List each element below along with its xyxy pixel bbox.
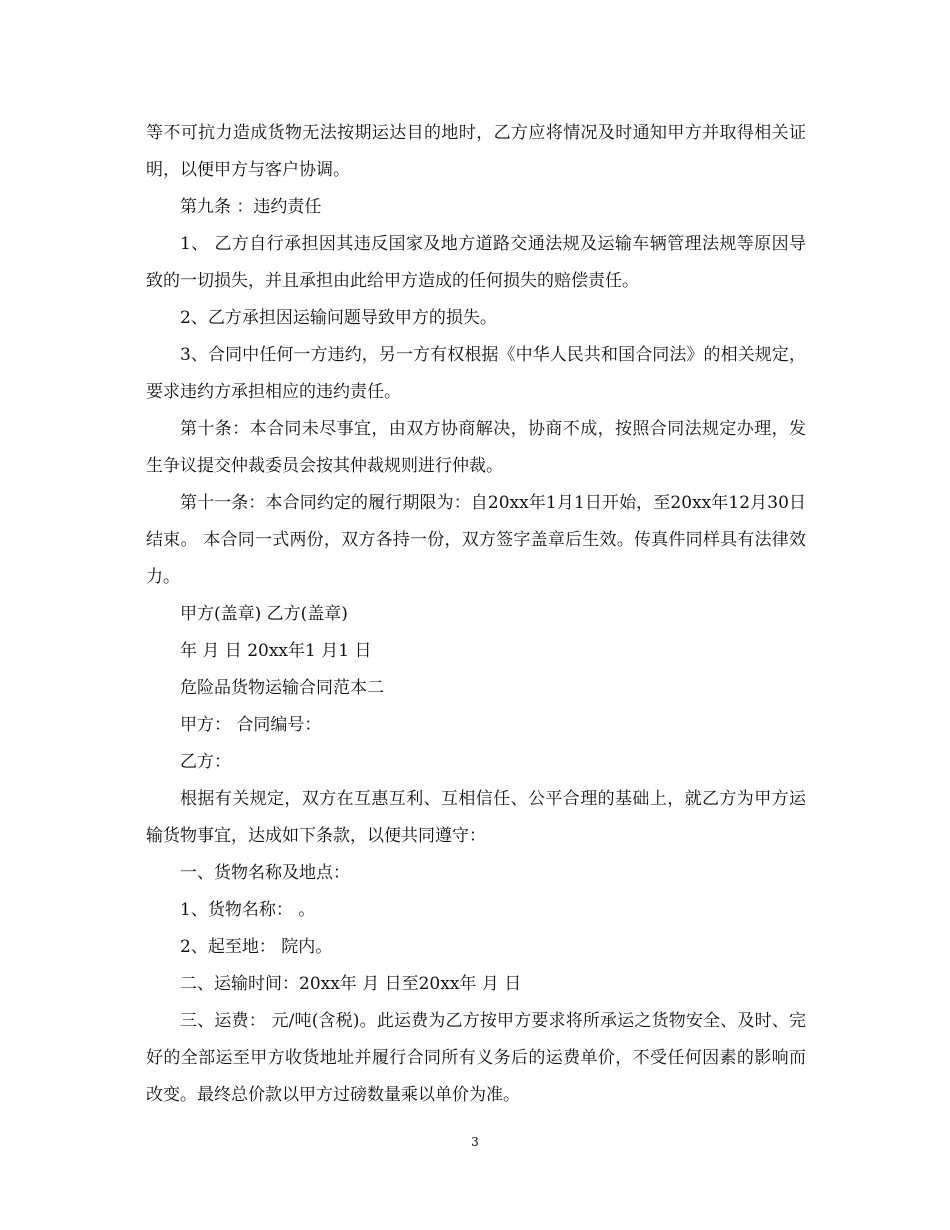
paragraph: 第十一条：本合同约定的履行期限为：自20xx年1月1日开始，至20xx年12月30日结束。 本合同一式两份，双方各持一份，双方签字盖章后生效。传真件同样具有法律效力。 bbox=[146, 493, 806, 587]
paragraph: 甲方： 合同编号： bbox=[180, 715, 322, 735]
document-body bbox=[146, 115, 806, 1114]
paragraph: 三、运费： 元/吨(含税)。此运费为乙方按甲方要求将所承运之货物安全、及时、完好的全部运至甲方收货地址并履行合同所有义务后的运费单价，不受任何因素的影响而改变。最终总价款以甲方过磅数量乘以单价为准。 bbox=[146, 1011, 806, 1105]
paragraph: 二、运输时间：20xx年 月 日至20xx年 月 日 bbox=[180, 974, 522, 994]
paragraph: 危险品货物运输合同范本二 bbox=[180, 678, 384, 698]
page-number: 3 bbox=[471, 1135, 479, 1149]
paragraph: 一、货物名称及地点： bbox=[180, 863, 350, 883]
paragraph: 根据有关规定，双方在互惠互利、互相信任、公平合理的基础上，就乙方为甲方运输货物事宜，达成如下条款，以便共同遵守： bbox=[146, 789, 806, 846]
paragraph: 2、起至地： 院内。 bbox=[180, 937, 333, 957]
paragraph: 第十条：本合同未尽事宜，由双方协商解决，协商不成，按照合同法规定办理，发生争议提交仲裁委员会按其仲裁规则进行仲裁。 bbox=[146, 419, 806, 476]
paragraph: 甲方(盖章) 乙方(盖章) bbox=[180, 604, 348, 624]
paragraph: 年 月 日 20xx年1 月1 日 bbox=[180, 641, 372, 661]
paragraph: 乙方： bbox=[180, 752, 231, 772]
paragraph: 第九条 ：违约责任 bbox=[180, 197, 322, 217]
paragraph: 1、货物名称： 。 bbox=[180, 900, 316, 920]
paragraph: 等不可抗力造成货物无法按期运达目的地时，乙方应将情况及时通知甲方并取得相关证明，以便甲方与客户协调。 bbox=[146, 123, 806, 180]
paragraph: 3、合同中任何一方违约，另一方有权根据《中华人民共和国合同法》的相关规定，要求违约方承担相应的违约责任。 bbox=[146, 345, 806, 402]
paragraph: 2、乙方承担因运输问题导致甲方的损失。 bbox=[180, 308, 497, 328]
paragraph: 1、 乙方自行承担因其违反国家及地方道路交通法规及运输车辆管理法规等原因导致的一切损失，并且承担由此给甲方造成的任何损失的赔偿责任。 bbox=[146, 234, 806, 291]
